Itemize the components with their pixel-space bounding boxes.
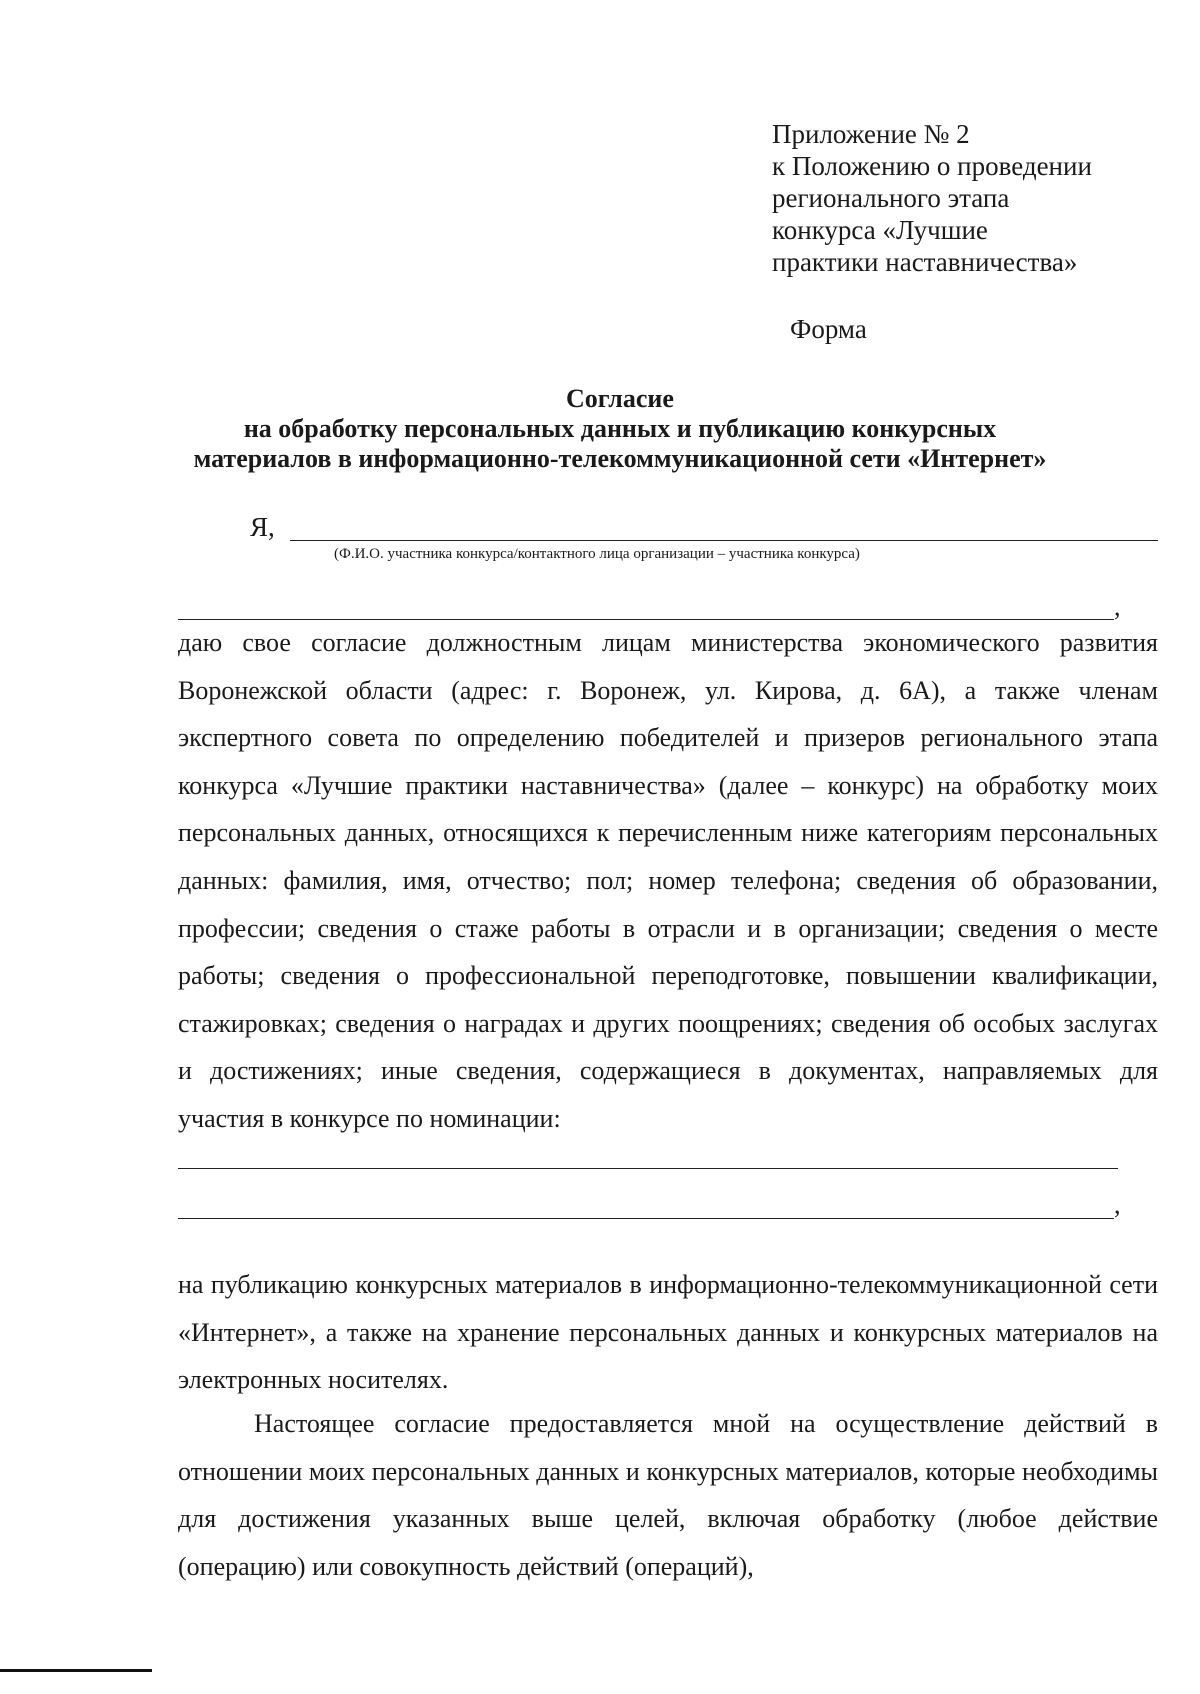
publication-paragraph: на публикацию конкурсных материалов в информационно-телекоммуникационной сети «Интернет», а также на хранение персональных данных и конкурсных материалов на электронных носителях. — [178, 1270, 1158, 1395]
title-line: материалов в информационно-телекоммуникационной сети «Интернет» — [193, 444, 1047, 473]
appendix-line: к Положению о проведении — [772, 151, 1092, 181]
form-label: Форма — [790, 314, 867, 344]
appendix-line: регионального этапа — [772, 183, 1010, 213]
nomination-fill-line-2[interactable] — [178, 1218, 1114, 1219]
name-fill-line[interactable] — [290, 540, 1158, 541]
line-comma: , — [1114, 1190, 1121, 1219]
nomination-fill-line[interactable] — [178, 1168, 1118, 1169]
name-caption: (Ф.И.О. участника конкурса/контактного лица организации – участника конкурса) — [334, 546, 860, 562]
scan-edge-mark — [0, 1669, 152, 1672]
appendix-line: конкурса «Лучшие — [772, 215, 988, 245]
scope-paragraph: Настоящее согласие предоставляется мной на осуществление действий в отношении моих персональных данных и конкурсных материалов, которые необходимы для достижения указанных выше целей, включая обработку (любое действие (операцию) или совокупность действий (операций), — [178, 1409, 1158, 1581]
consent-paragraph: даю свое согласие должностным лицам министерства экономического развития Воронежской области (адрес: г. Воронеж, ул. Кирова, д. 6А), а также членам экспертного совета по определению победителей и призеров регионального этапа конкурса «Лучшие практики наставничества» (далее – конкурс) на обработку моих персональных данных, относящихся к перечисленным ниже категориям персональных данных: фамилия, имя, отчество; пол; номер телефона; сведения об образовании, профессии; сведения о стаже работы в отрасли и в организации; сведения о месте работы; сведения о профессиональной переподготовке, повышении квалификации, стажировках; сведения о наградах и других поощрениях; сведения об особых заслугах и достижениях; иные сведения, содержащиеся в документах, направляемых для участия в конкурсе по номинации: — [178, 628, 1158, 1133]
title-line: на обработку персональных данных и публикацию конкурсных — [243, 414, 997, 443]
appendix-line: Приложение № 2 — [772, 119, 970, 149]
name-prefix: Я, — [250, 512, 275, 542]
line-comma: , — [1114, 592, 1121, 621]
document-title — [120, 384, 1120, 474]
appendix-line: практики наставничества» — [772, 247, 1078, 277]
appendix-header — [772, 118, 1172, 278]
title-line: Согласие — [566, 384, 674, 413]
